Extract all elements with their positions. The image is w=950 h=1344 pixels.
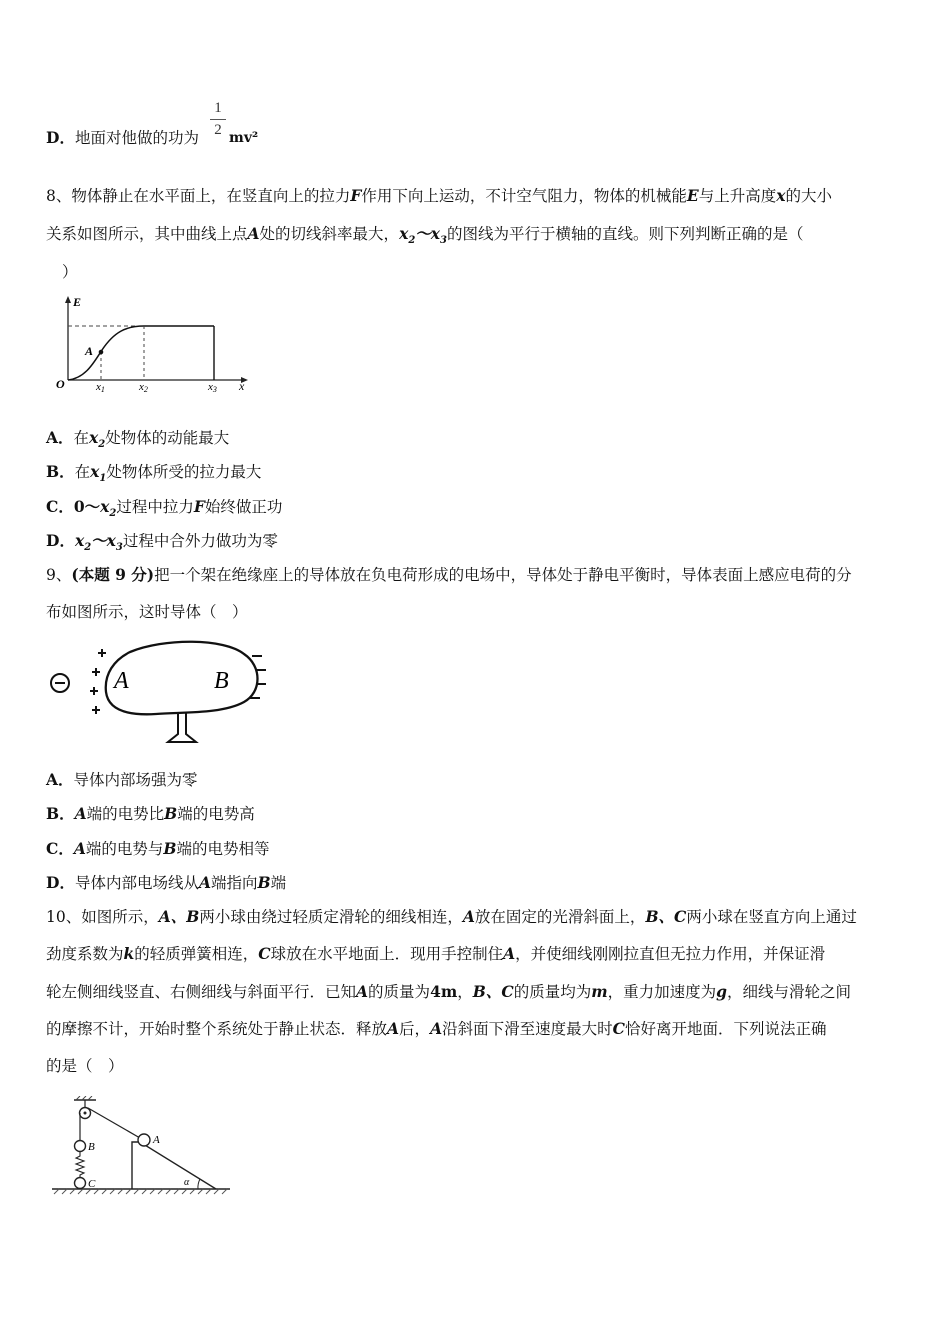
q8-line-3: ） <box>62 263 78 281</box>
insulating-stand <box>168 713 196 742</box>
conductor-end-b-label: B <box>214 668 229 694</box>
q8-option-d: D．$x_2\sim x_3$过程中合外力做功为零 <box>46 531 278 554</box>
q8-option-c: C．$0\sim x_2$过程中拉力F始终做正功 <box>46 497 283 520</box>
q7-mv2: mv² <box>229 130 259 146</box>
q8-line-1: 8、物体静止在水平面上，在竖直向上的拉力F作用下向上运动，不计空气阻力，物体的机械能E与上升高度x的大小 <box>46 186 833 205</box>
angle-alpha-label: α <box>184 1177 190 1188</box>
q8-energy-graph <box>52 292 252 394</box>
q10-line-1: 10、如图所示，A、B两小球由绕过轻质定滑轮的细线相连，A放在固定的光滑斜面上，B、C两小球在竖直方向上通过 <box>46 907 857 926</box>
ball-a <box>138 1134 150 1146</box>
q9-option-b: B．A端的电势比B端的电势高 <box>46 804 255 823</box>
q7-option-d: D．地面对他做的功为 <box>46 128 199 147</box>
q8-option-a: A．在$x_2$处物体的动能最大 <box>46 428 230 451</box>
q10-line-4: 的摩擦不计，开始时整个系统处于静止状态．释放A后，A沿斜面下滑至速度最大时C恰好离开地面．下列说法正确 <box>46 1019 827 1038</box>
q9-option-a: A．导体内部场强为零 <box>46 770 198 789</box>
ball-b-label: B <box>88 1141 95 1153</box>
q8-line-2: 关系如图所示，其中曲线上点A处的切线斜率最大，$x_2\sim x_3$的图线为平行于横轴的直线。则下列判断正确的是（ <box>46 224 804 247</box>
x3-tick-label: x3 <box>208 381 217 394</box>
q9-option-c: C．A端的电势与B端的电势相等 <box>46 839 270 858</box>
conductor-end-a-label: A <box>114 668 129 694</box>
point-a-label: A <box>85 344 94 358</box>
q10-line-2: 劲度系数为k的轻质弹簧相连，C球放在水平地面上．现用手控制住A，并使细线刚刚拉直但无拉力作用，并保证滑 <box>46 944 826 963</box>
q9-line-2: 布如图所示，这时导体（ ） <box>46 603 248 621</box>
q9-line-1: 9、(本题 9 分)把一个架在绝缘座上的导体放在负电荷形成的电场中，导体处于静电平衡时，导体表面上感应电荷的分 <box>46 565 852 584</box>
q10-line-3: 轮左侧细线竖直、右侧细线与斜面平行．已知A的质量为4m，B、C的质量均为m，重力加速度为g，细线与滑轮之间 <box>46 982 851 1001</box>
ball-a-label: A <box>153 1134 160 1146</box>
q8-option-b: B．在$x_1$处物体所受的拉力最大 <box>46 462 262 485</box>
spring <box>76 1152 84 1178</box>
incline <box>132 1142 216 1189</box>
x-axis-label: x <box>239 379 245 393</box>
x2-tick-label: x2 <box>139 381 148 394</box>
ball-b <box>75 1141 86 1152</box>
q10-pulley-figure <box>50 1096 240 1200</box>
plus-charges-icon <box>90 649 106 714</box>
ball-c <box>75 1178 86 1189</box>
q10-line-5: 的是（ ） <box>46 1057 124 1075</box>
fraction-one-half: 1 2 <box>210 100 226 139</box>
e-axis-label: E <box>73 295 82 309</box>
origin-label: O <box>56 377 65 391</box>
x1-tick-label: x1 <box>96 381 105 394</box>
ball-c-label: C <box>88 1178 96 1190</box>
q9-option-d: D．导体内部电场线从A端指向B端 <box>46 873 287 892</box>
q9-conductor-figure <box>44 636 272 748</box>
point-a <box>99 350 104 355</box>
